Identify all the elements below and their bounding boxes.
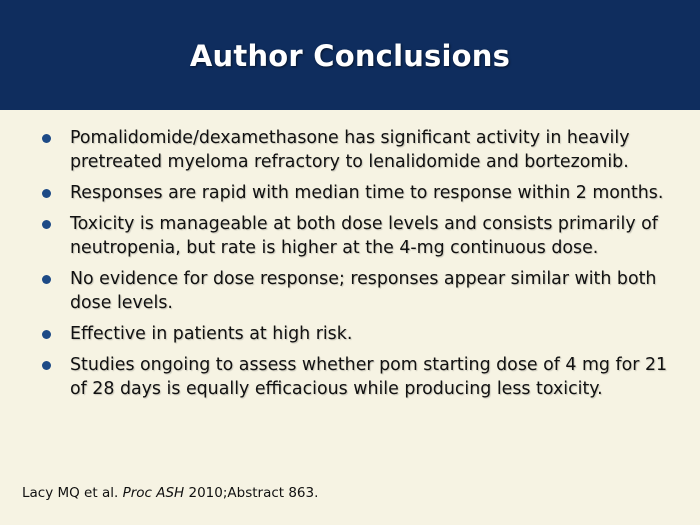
bullet-text: No evidence for dose response; responses appear similar with both dose levels. (70, 269, 657, 313)
bullet-text: Effective in patients at high risk. (70, 324, 353, 344)
bullet-text: Studies ongoing to assess whether pom starting dose of 4 mg for 21 of 28 days is equally efficacious while producing less toxicity. (70, 355, 668, 399)
list-item (36, 126, 686, 174)
bullet-dot-icon (42, 330, 51, 339)
list-item (36, 212, 686, 260)
bullet-text: Toxicity is manageable at both dose levels and consists primarily of neutropenia, but rate is higher at the 4-mg continuous dose. (70, 214, 658, 258)
list-item (36, 322, 686, 346)
list-item (36, 353, 686, 401)
citation-journal: Proc ASH (122, 485, 185, 501)
slide-title: Author Conclusions (189, 39, 511, 73)
citation (22, 483, 318, 503)
bullet-dot-icon (42, 134, 51, 143)
citation-details: 2010;Abstract 863. (184, 485, 319, 501)
bullet-text: Responses are rapid with median time to response within 2 months. (70, 183, 664, 203)
bullet-text: Pomalidomide/dexamethasone has significant activity in heavily pretreated myeloma refractory to lenalidomide and bortezomib. (70, 128, 630, 172)
title-bar (0, 0, 700, 110)
bullet-dot-icon (42, 361, 51, 370)
citation-authors: Lacy MQ et al. (22, 485, 123, 501)
bullet-dot-icon (42, 220, 51, 229)
bullet-dot-icon (42, 275, 51, 284)
list-item (36, 181, 686, 205)
bullet-dot-icon (42, 189, 51, 198)
list-item (36, 267, 686, 315)
conclusions-list (36, 126, 686, 408)
